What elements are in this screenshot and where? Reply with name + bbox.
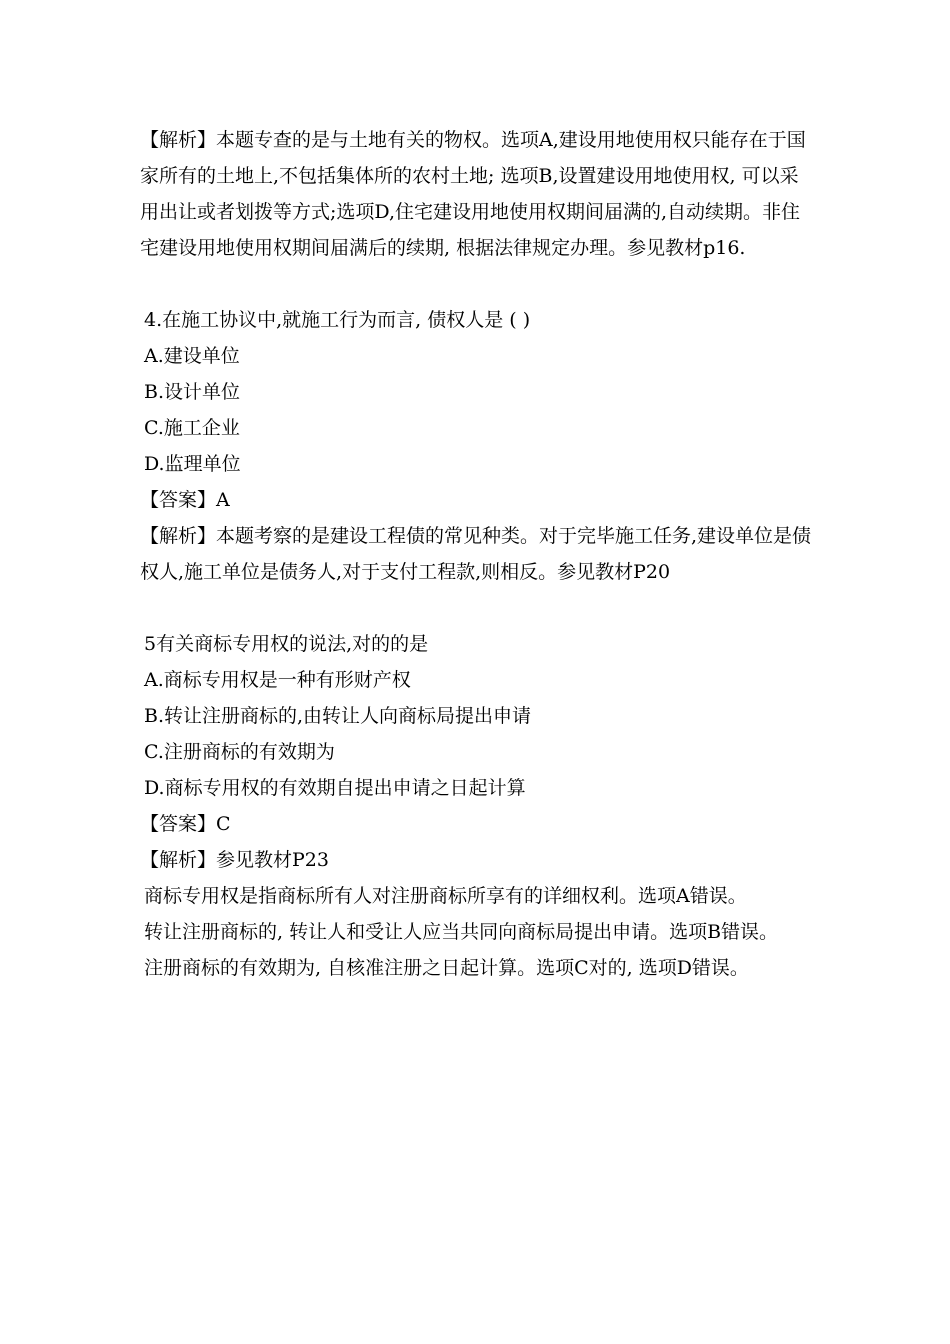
question-5-explanation-b: 转让注册商标的, 转让人和受让人应当共同向商标局提出申请。选项B错误。 — [144, 921, 779, 943]
question-5-analysis-ref: 【解析】参见教材P23 — [140, 849, 329, 871]
paragraph-gap — [144, 590, 814, 626]
question-5-explanation-cd: 注册商标的有效期为, 自核准注册之日起计算。选项C对的, 选项D错误。 — [144, 957, 749, 979]
question-5-answer: 【答案】C — [140, 813, 231, 835]
question-5-option-a: A.商标专用权是一种有形财产权 — [144, 669, 411, 691]
question-4-stem: 4.在施工协议中,就施工行为而言, 债权人是 ( ) — [144, 309, 531, 331]
document-body — [140, 122, 814, 986]
question-5-explanation-a: 商标专用权是指商标所有人对注册商标所享有的详细权利。选项A错误。 — [144, 885, 747, 907]
question-4-option-a: A.建设单位 — [144, 345, 240, 367]
question-4-answer: 【答案】A — [140, 489, 230, 511]
paragraph-gap — [144, 266, 814, 302]
question-5-option-d: D.商标专用权的有效期自提出申请之日起计算 — [144, 777, 526, 799]
question-4-analysis: 【解析】本题考察的是建设工程债的常见种类。对于完毕施工任务,建设单位是债权人,施工单位是债务人,对于支付工程款,则相反。参见教材P20 — [140, 525, 812, 583]
analysis-paragraph-q3: 【解析】本题专查的是与土地有关的物权。选项A,建设用地使用权只能存在于国家所有的土地上,不包括集体所的农村土地; 选项B,设置建设用地使用权, 可以采用出让或者划拨等方式;选项D,住宅建设用地使用权期间届满的,自动续期。非住宅建设用地使用权期间届满后的续期, 根据法律规定办理。参见教材p16. — [140, 129, 806, 259]
question-5-option-b: B.转让注册商标的,由转让人向商标局提出申请 — [144, 705, 532, 727]
question-5-option-c: C.注册商标的有效期为 — [144, 741, 335, 763]
question-5-stem: 5有关商标专用权的说法,对的的是 — [144, 633, 429, 655]
question-4-option-c: C.施工企业 — [144, 417, 240, 439]
question-4-option-b: B.设计单位 — [144, 381, 241, 403]
question-4-option-d: D.监理单位 — [144, 453, 241, 475]
